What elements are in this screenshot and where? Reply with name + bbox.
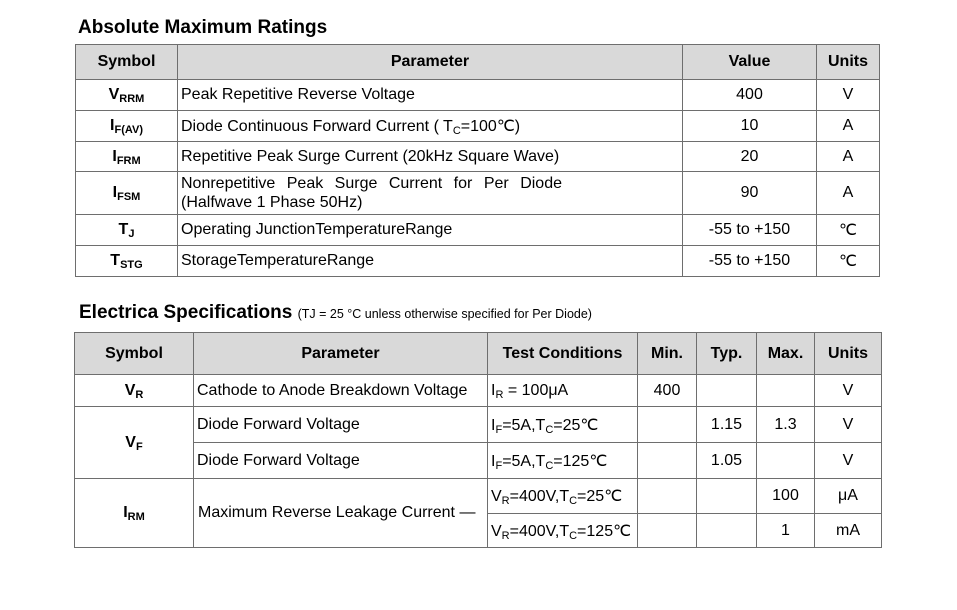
parameter-cell: Operating JunctionTemperatureRange (178, 215, 683, 246)
table-row (76, 172, 880, 215)
header-test-conditions: Test Conditions (488, 333, 638, 375)
header-typ: Typ. (697, 333, 757, 375)
unit-cell: mA (815, 514, 882, 548)
symbol-cell: $V_R$ (75, 375, 194, 407)
symbol-cell: $I_{FSM}$ (76, 172, 178, 215)
table-row (75, 407, 882, 443)
unit-cell: A (817, 172, 880, 215)
typ-cell (697, 479, 757, 514)
min-cell (638, 407, 697, 443)
parameter-cell: Maximum Reverse Leakage Current — (194, 479, 488, 548)
max-cell (757, 443, 815, 479)
parameter-cell: StorageTemperatureRange (178, 246, 683, 277)
parameter-cell: Diode Forward Voltage (194, 443, 488, 479)
typ-cell: 1.15 (697, 407, 757, 443)
unit-cell: ℃ (817, 215, 880, 246)
header-symbol: Symbol (75, 333, 194, 375)
min-cell (638, 479, 697, 514)
header-parameter: Parameter (178, 45, 683, 80)
value-cell: 90 (683, 172, 817, 215)
condition-cell: $V_R=400V,T_C=125℃$ (488, 514, 638, 548)
condition-cell: $I_R = 100\mu A$ (488, 375, 638, 407)
table-row (75, 479, 882, 514)
max-cell: 100 (757, 479, 815, 514)
min-cell: 400 (638, 375, 697, 407)
table-row (76, 246, 880, 277)
symbol-cell: $T_{STG}$ (76, 246, 178, 277)
parameter-cell: Peak Repetitive Reverse Voltage (178, 80, 683, 111)
symbol-cell: $I_{FRM}$ (76, 142, 178, 172)
header-units: Units (815, 333, 882, 375)
parameter-cell: Diode Continuous Forward Current ( $T_C=100℃$) (178, 111, 683, 142)
typ-cell (697, 375, 757, 407)
unit-cell: ℃ (817, 246, 880, 277)
electrical-specs-title (79, 302, 592, 324)
unit-cell: V (817, 80, 880, 111)
absolute-max-ratings-title: Absolute Maximum Ratings (78, 17, 328, 38)
unit-cell: A (817, 142, 880, 172)
header-max: Max. (757, 333, 815, 375)
electrical-specs-heading: Electrica Specifications (79, 302, 293, 323)
symbol-cell: $I_{F(AV)}$ (76, 111, 178, 142)
parameter-cell: Cathode to Anode Breakdown Voltage (194, 375, 488, 407)
condition-cell: $V_R=400V,T_C=25℃$ (488, 479, 638, 514)
unit-cell: A (817, 111, 880, 142)
header-min: Min. (638, 333, 697, 375)
parameter-cell: Nonrepetitive Peak Surge Current for Per Diode (Halfwave 1 Phase 50Hz) (178, 172, 683, 215)
value-cell: 10 (683, 111, 817, 142)
table-row (76, 142, 880, 172)
electrical-specs-note: (TJ = 25 °C unless otherwise specified for Per Diode) (297, 307, 592, 321)
table-row (75, 375, 882, 407)
condition-cell: $I_F=5A,T_C=125℃$ (488, 443, 638, 479)
unit-cell: μA (815, 479, 882, 514)
symbol-cell: $T_J$ (76, 215, 178, 246)
symbol-cell: $V_{RRM}$ (76, 80, 178, 111)
symbol-cell: $I_{RM}$ (75, 479, 194, 548)
condition-cell: $I_F=5A,T_C=25℃$ (488, 407, 638, 443)
header-units: Units (817, 45, 880, 80)
typ-cell: 1.05 (697, 443, 757, 479)
unit-cell: V (815, 407, 882, 443)
table-row (75, 443, 882, 479)
min-cell (638, 443, 697, 479)
absolute-max-ratings-table (75, 44, 880, 277)
table-row (76, 111, 880, 142)
electrical-specs-table (74, 332, 882, 548)
parameter-cell: Repetitive Peak Surge Current (20kHz Square Wave) (178, 142, 683, 172)
symbol-cell: $V_F$ (75, 407, 194, 479)
header-symbol: Symbol (76, 45, 178, 80)
max-cell: 1 (757, 514, 815, 548)
header-value: Value (683, 45, 817, 80)
unit-cell: V (815, 443, 882, 479)
header-parameter: Parameter (194, 333, 488, 375)
value-cell: 400 (683, 80, 817, 111)
table-header-row (75, 333, 882, 375)
parameter-cell: Diode Forward Voltage (194, 407, 488, 443)
value-cell: 20 (683, 142, 817, 172)
value-cell: -55 to +150 (683, 246, 817, 277)
value-cell: -55 to +150 (683, 215, 817, 246)
typ-cell (697, 514, 757, 548)
max-cell (757, 375, 815, 407)
table-row (76, 80, 880, 111)
table-row (76, 215, 880, 246)
unit-cell: V (815, 375, 882, 407)
min-cell (638, 514, 697, 548)
table-header-row (76, 45, 880, 80)
max-cell: 1.3 (757, 407, 815, 443)
